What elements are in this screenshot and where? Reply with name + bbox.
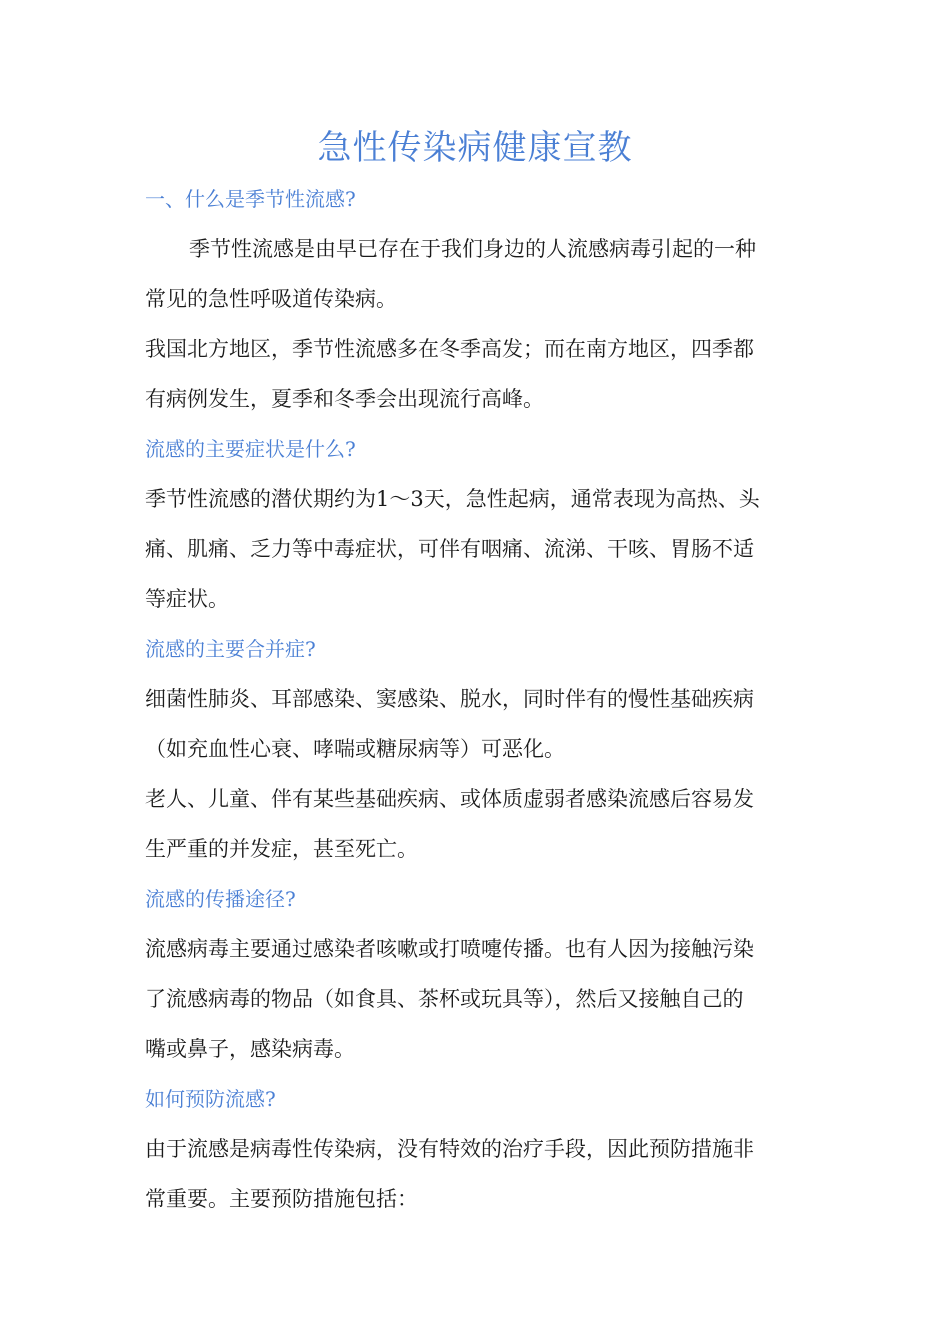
paragraph-line: 了流感病毒的物品（如食具、茶杯或玩具等），然后又接触自己的 [145,987,744,1011]
paragraph [145,774,810,874]
paragraph [145,324,810,424]
section-heading: 一、什么是季节性流感? [145,187,356,211]
paragraph [145,924,810,1074]
section-heading: 流感的传播途径? [145,887,296,911]
paragraph-line: 痛、肌痛、乏力等中毒症状，可伴有咽痛、流涕、干咳、胃肠不适 [145,537,754,561]
paragraph [145,1124,810,1224]
paragraph-line: 有病例发生，夏季和冬季会出现流行高峰。 [145,387,544,411]
section-heading: 流感的主要合并症? [145,637,316,661]
paragraph [145,674,810,774]
paragraph-line: 细菌性肺炎、耳部感染、窦感染、脱水，同时伴有的慢性基础疾病 [145,687,754,711]
paragraph-line: 生严重的并发症，甚至死亡。 [145,837,418,861]
paragraph-line: 等症状。 [145,587,229,611]
paragraph-line: 季节性流感的潜伏期约为1～3天，急性起病，通常表现为高热、头 [145,487,760,511]
section-heading: 如何预防流感? [145,1087,276,1111]
paragraph-line: 嘴或鼻子，感染病毒。 [145,1037,355,1061]
paragraph-line: 我国北方地区，季节性流感多在冬季高发；而在南方地区，四季都 [145,337,754,361]
paragraph [145,474,810,624]
document-body [145,174,810,1224]
paragraph-line: 季节性流感是由早已存在于我们身边的人流感病毒引起的一种 [189,237,756,261]
paragraph-line: 老人、儿童、伴有某些基础疾病、或体质虚弱者感染流感后容易发 [145,787,754,811]
paragraph-line: 由于流感是病毒性传染病，没有特效的治疗手段，因此预防措施非 [145,1137,754,1161]
document-title: 急性传染病健康宣教 [317,128,633,168]
paragraph-line: 常见的急性呼吸道传染病。 [145,287,397,311]
paragraph [145,224,810,324]
paragraph-line: 常重要。主要预防措施包括： [145,1187,418,1211]
paragraph-line: （如充血性心衰、哮喘或糖尿病等）可恶化。 [145,737,565,761]
section-heading: 流感的主要症状是什么? [145,437,356,461]
paragraph-line: 流感病毒主要通过感染者咳嗽或打喷嚏传播。也有人因为接触污染 [145,937,754,961]
